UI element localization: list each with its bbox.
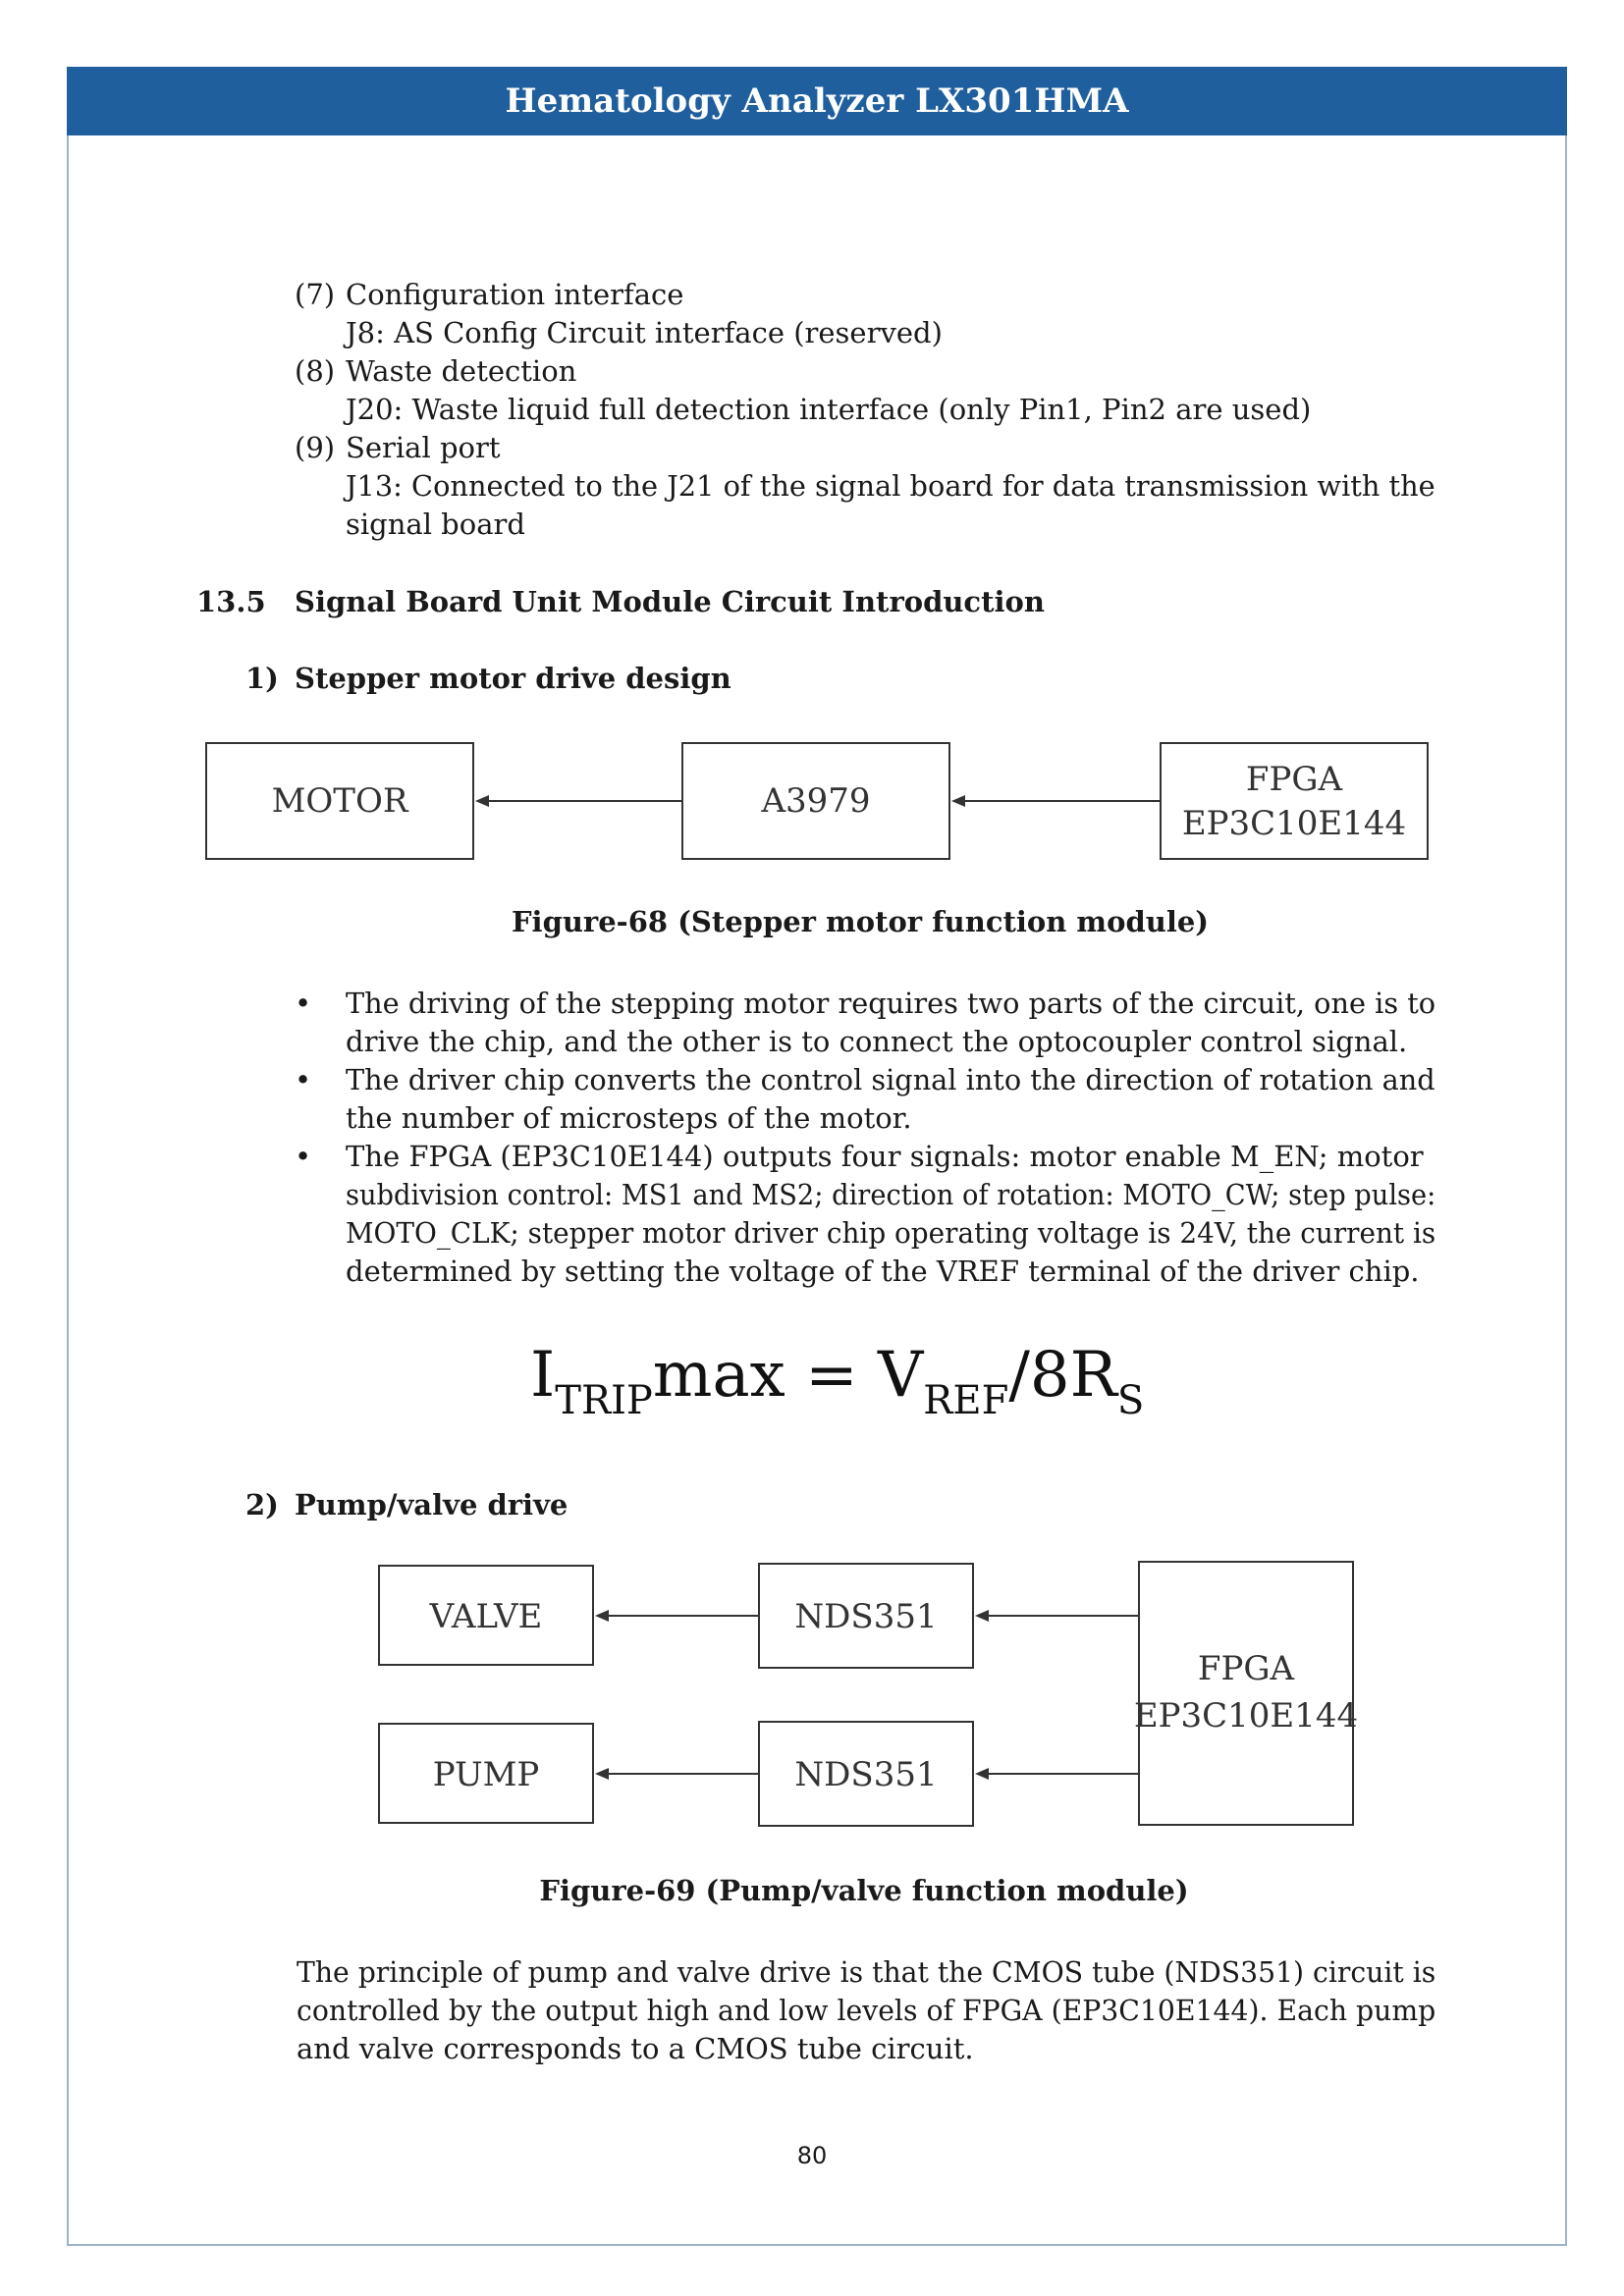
bullet-line: subdivision control: MS1 and MS2; direction of rotation: MOTO_CW; step pulse: bbox=[346, 1178, 1436, 1211]
fpga-label-line1: FPGA bbox=[1245, 760, 1343, 799]
list-item-detail: J13: Connected to the J21 of the signal board for data transmission with the bbox=[346, 469, 1435, 503]
fpga-label-line2: EP3C10E144 bbox=[1181, 804, 1407, 843]
bullet-line: The driving of the stepping motor requires two parts of the circuit, one is to bbox=[346, 987, 1436, 1020]
figure-caption: Figure-68 (Stepper motor function module) bbox=[511, 905, 1210, 938]
bullet-line: determined by setting the voltage of the VREF terminal of the driver chip. bbox=[346, 1255, 1420, 1288]
bullet-line: drive the chip, and the other is to connect the optocoupler control signal. bbox=[346, 1025, 1408, 1058]
bullet-dot: • bbox=[295, 1063, 312, 1096]
fpga-label-line2: EP3C10E144 bbox=[1133, 1696, 1359, 1735]
arrowhead bbox=[595, 1768, 609, 1780]
section-number: 13.5 bbox=[196, 585, 266, 618]
section-title: Signal Board Unit Module Circuit Introduction bbox=[295, 585, 1045, 618]
list-item-detail: J20: Waste liquid full detection interface (only Pin1, Pin2 are used) bbox=[346, 393, 1312, 426]
paragraph-line: and valve corresponds to a CMOS tube circuit. bbox=[297, 2032, 974, 2065]
subsection-title: Stepper motor drive design bbox=[295, 662, 731, 695]
itrip-formula bbox=[520, 1335, 1208, 1433]
a3979-label: A3979 bbox=[761, 781, 871, 821]
formula-ref-subscript: REF bbox=[923, 1378, 1009, 1423]
document-header: Hematology Analyzer LX301HMA bbox=[67, 67, 1567, 135]
formula-div8r: /8R bbox=[1008, 1339, 1117, 1412]
bullet-line: MOTO_CLK; stepper motor driver chip operating voltage is 24V, the current is bbox=[346, 1216, 1436, 1250]
list-item-label: Serial port bbox=[346, 431, 501, 464]
bullet-line: The FPGA (EP3C10E144) outputs four signals: motor enable M_EN; motor bbox=[346, 1140, 1424, 1173]
subsection-number: 2) bbox=[245, 1488, 279, 1522]
list-item-detail: signal board bbox=[346, 507, 525, 541]
motor-label: MOTOR bbox=[271, 781, 408, 821]
list-item-number: (8) bbox=[295, 354, 336, 388]
stepper-motor-diagram bbox=[196, 736, 1443, 864]
formula-trip-subscript: TRIP bbox=[555, 1378, 653, 1423]
paragraph-line: The principle of pump and valve drive is that the CMOS tube (NDS351) circuit is bbox=[297, 1955, 1436, 1989]
list-item-label: Waste detection bbox=[346, 354, 577, 388]
nds351-top-label: NDS351 bbox=[794, 1597, 938, 1636]
pump-label: PUMP bbox=[432, 1755, 540, 1794]
pump-valve-diagram bbox=[373, 1556, 1375, 1831]
fpga-box bbox=[1139, 1562, 1353, 1825]
formula-max-eq: max = V bbox=[652, 1339, 924, 1412]
arrowhead bbox=[475, 795, 489, 807]
figure-caption: Figure-69 (Pump/valve function module) bbox=[539, 1874, 1189, 1907]
arrowhead bbox=[595, 1610, 609, 1622]
subsection-title: Pump/valve drive bbox=[295, 1488, 568, 1522]
list-item-number: (9) bbox=[295, 431, 336, 464]
svg-text:ITRIPmax = VREF/8RS bbox=[530, 1339, 1144, 1423]
bullet-line: The driver chip converts the control signal into the direction of rotation and bbox=[346, 1063, 1435, 1096]
valve-label: VALVE bbox=[429, 1597, 543, 1636]
subsection-number: 1) bbox=[245, 662, 279, 695]
formula-i: I bbox=[530, 1339, 556, 1412]
fpga-label-line1: FPGA bbox=[1197, 1649, 1295, 1688]
list-item-number: (7) bbox=[295, 278, 336, 311]
nds351-bottom-label: NDS351 bbox=[794, 1755, 938, 1794]
arrowhead bbox=[951, 795, 965, 807]
page-number: 80 bbox=[796, 2142, 828, 2169]
list-item-detail: J8: AS Config Circuit interface (reserved) bbox=[346, 316, 943, 349]
bullet-dot: • bbox=[295, 987, 312, 1020]
bullet-line: the number of microsteps of the motor. bbox=[346, 1101, 912, 1135]
bullet-dot: • bbox=[295, 1140, 312, 1173]
list-item-label: Configuration interface bbox=[346, 278, 684, 311]
arrowhead bbox=[975, 1610, 989, 1622]
formula-s-subscript: S bbox=[1116, 1378, 1145, 1423]
arrowhead bbox=[975, 1768, 989, 1780]
paragraph-line: controlled by the output high and low levels of FPGA (EP3C10E144). Each pump bbox=[297, 1994, 1436, 2027]
